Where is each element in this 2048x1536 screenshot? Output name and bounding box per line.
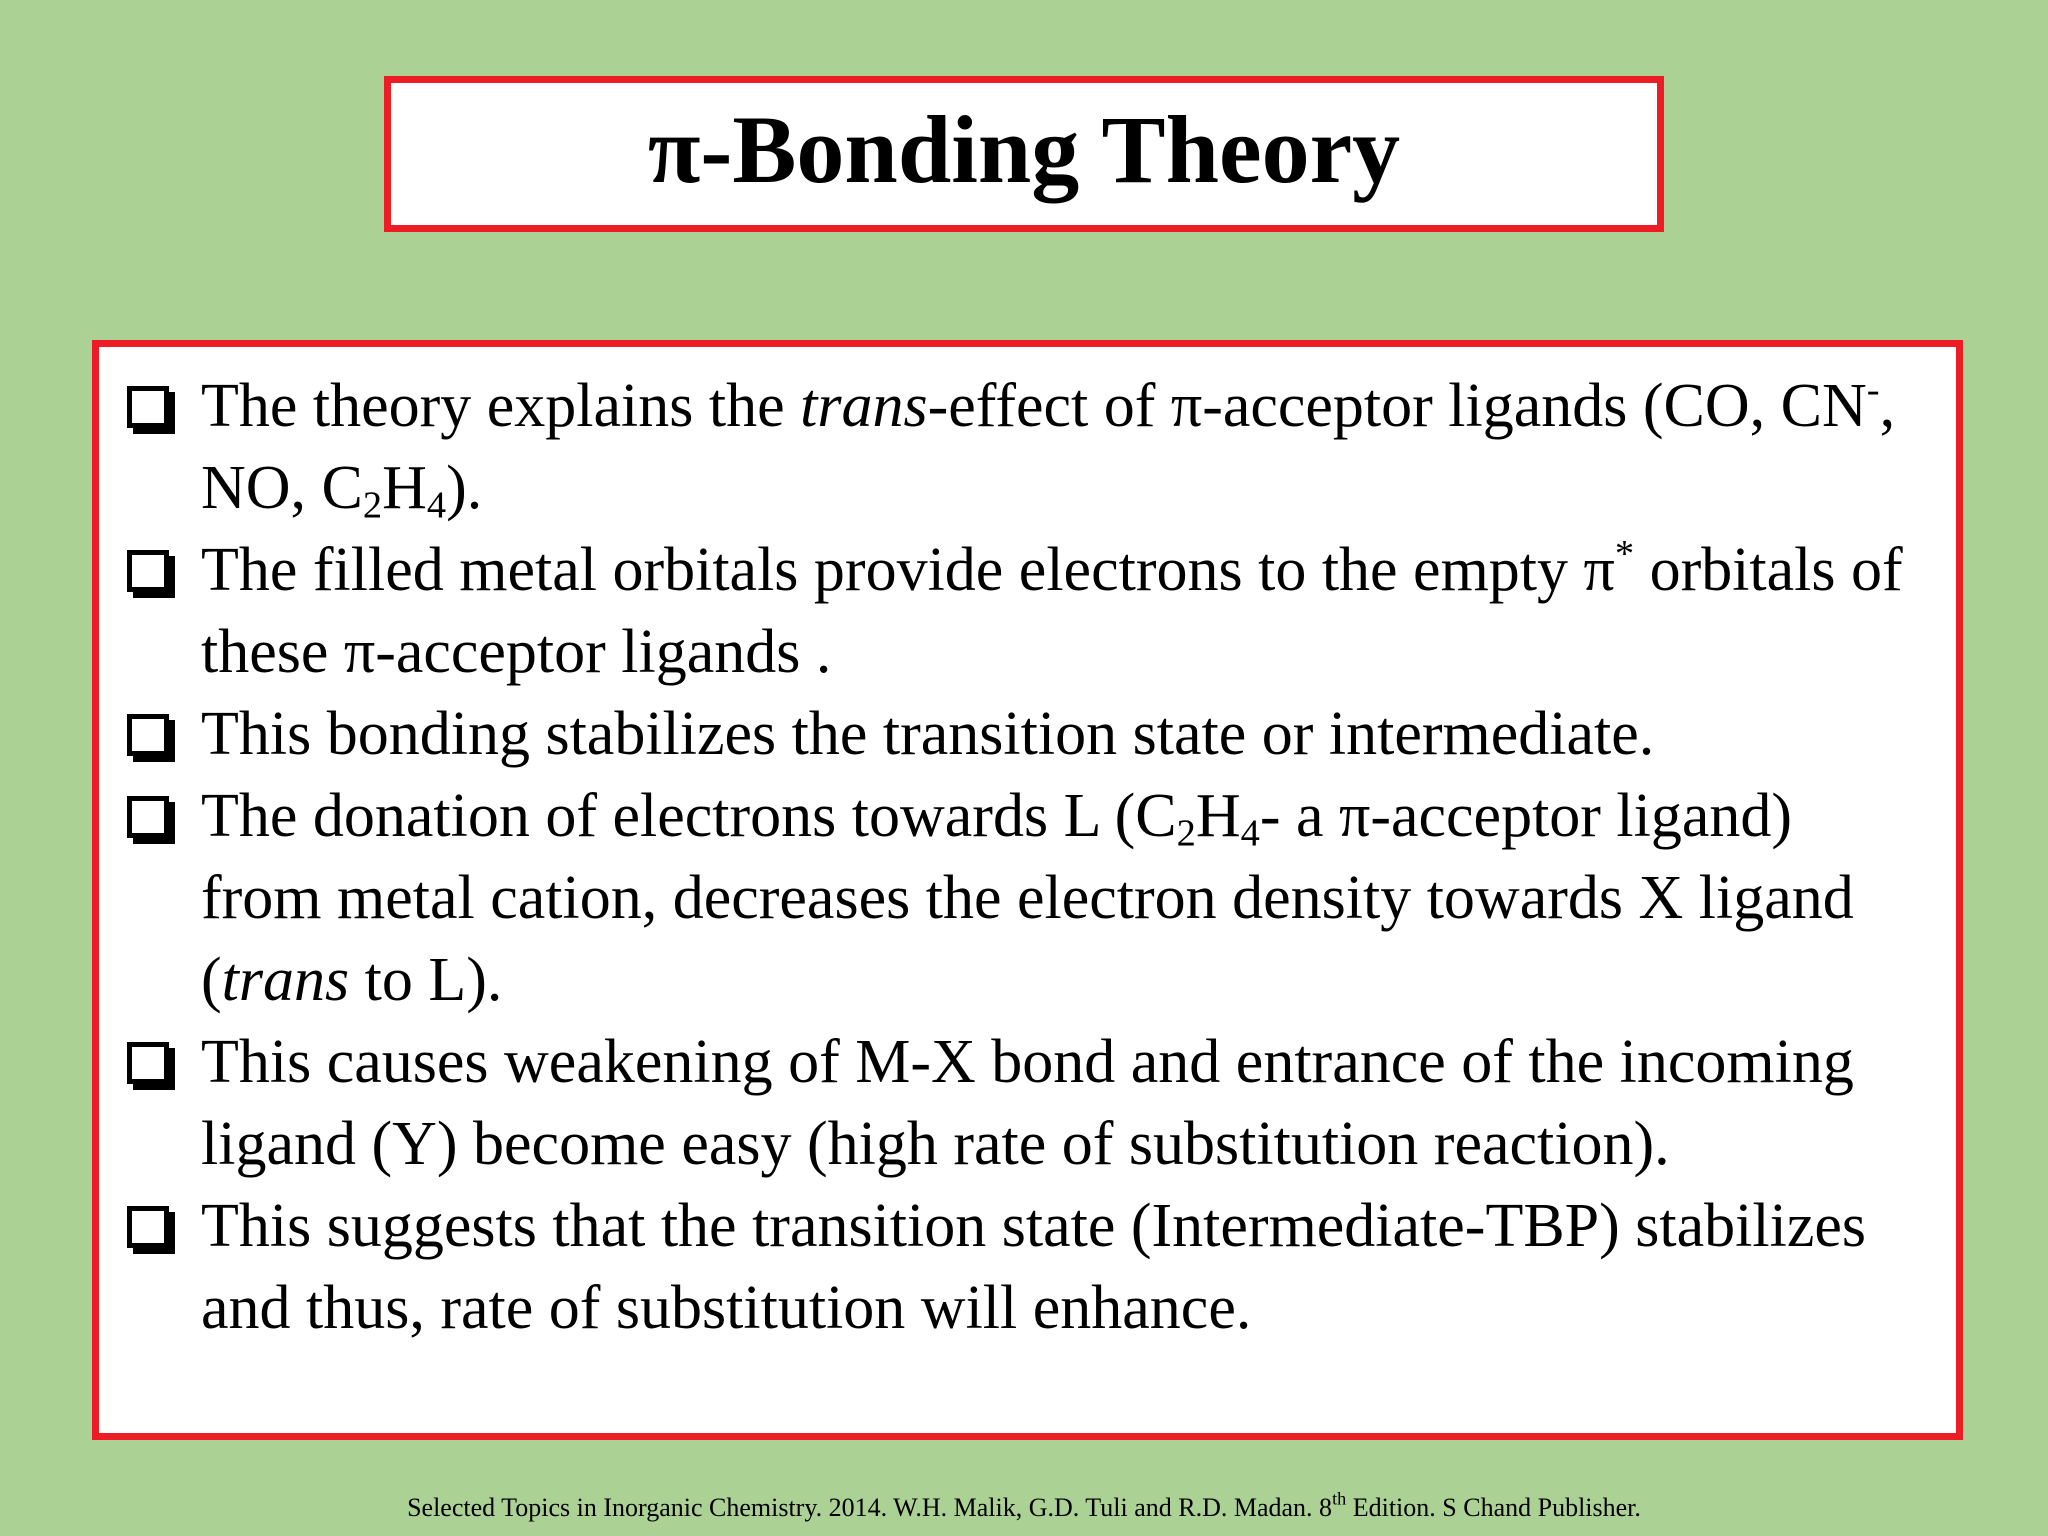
bullet-text: This suggests that the transition state (Intermediate-TBP) stabilizes and thus, rate of substitution will enhance. [201, 1192, 1867, 1342]
bullet-text: This bonding stabilizes the transition state or intermediate. [201, 700, 1655, 768]
title-box [384, 76, 1664, 232]
bullet-text: The filled metal orbitals provide electrons to the empty π* orbitals of these π-acceptor ligands . [201, 533, 1903, 686]
checkbox-icon [127, 796, 169, 838]
bullet-text: This causes weakening of M-X bond and entrance of the incoming ligand (Y) become easy (high rate of substitution reaction). [201, 1028, 1854, 1178]
slide-title: π-Bonding Theory [647, 96, 1401, 203]
bullet-item [127, 1185, 1926, 1349]
bullet-item [127, 693, 1926, 775]
bullet-text: The theory explains the trans-effect of π-acceptor ligands (CO, CN-, NO, $C_2H_4$). [201, 369, 1896, 527]
bullet-list [127, 365, 1926, 1349]
bullet-item [127, 1021, 1926, 1185]
checkbox-icon [127, 1042, 169, 1084]
checkbox-icon [127, 386, 169, 428]
bullet-text: The donation of electrons towards L ($C_2H_4-$ a π-acceptor ligand) from metal cation, decreases the electron density towards X ligand (trans to L). [201, 782, 1854, 1014]
bullet-item [127, 365, 1926, 529]
checkbox-icon [127, 550, 169, 592]
checkbox-icon [127, 714, 169, 756]
bullet-item [127, 775, 1926, 1021]
bullet-item [127, 529, 1926, 693]
citation: Selected Topics in Inorganic Chemistry. 2014. W.H. Malik, G.D. Tuli and R.D. Madan. 8th Edition. S Chand Publisher. [407, 1488, 1641, 1522]
content-box [92, 340, 1963, 1440]
checkbox-icon [127, 1206, 169, 1248]
